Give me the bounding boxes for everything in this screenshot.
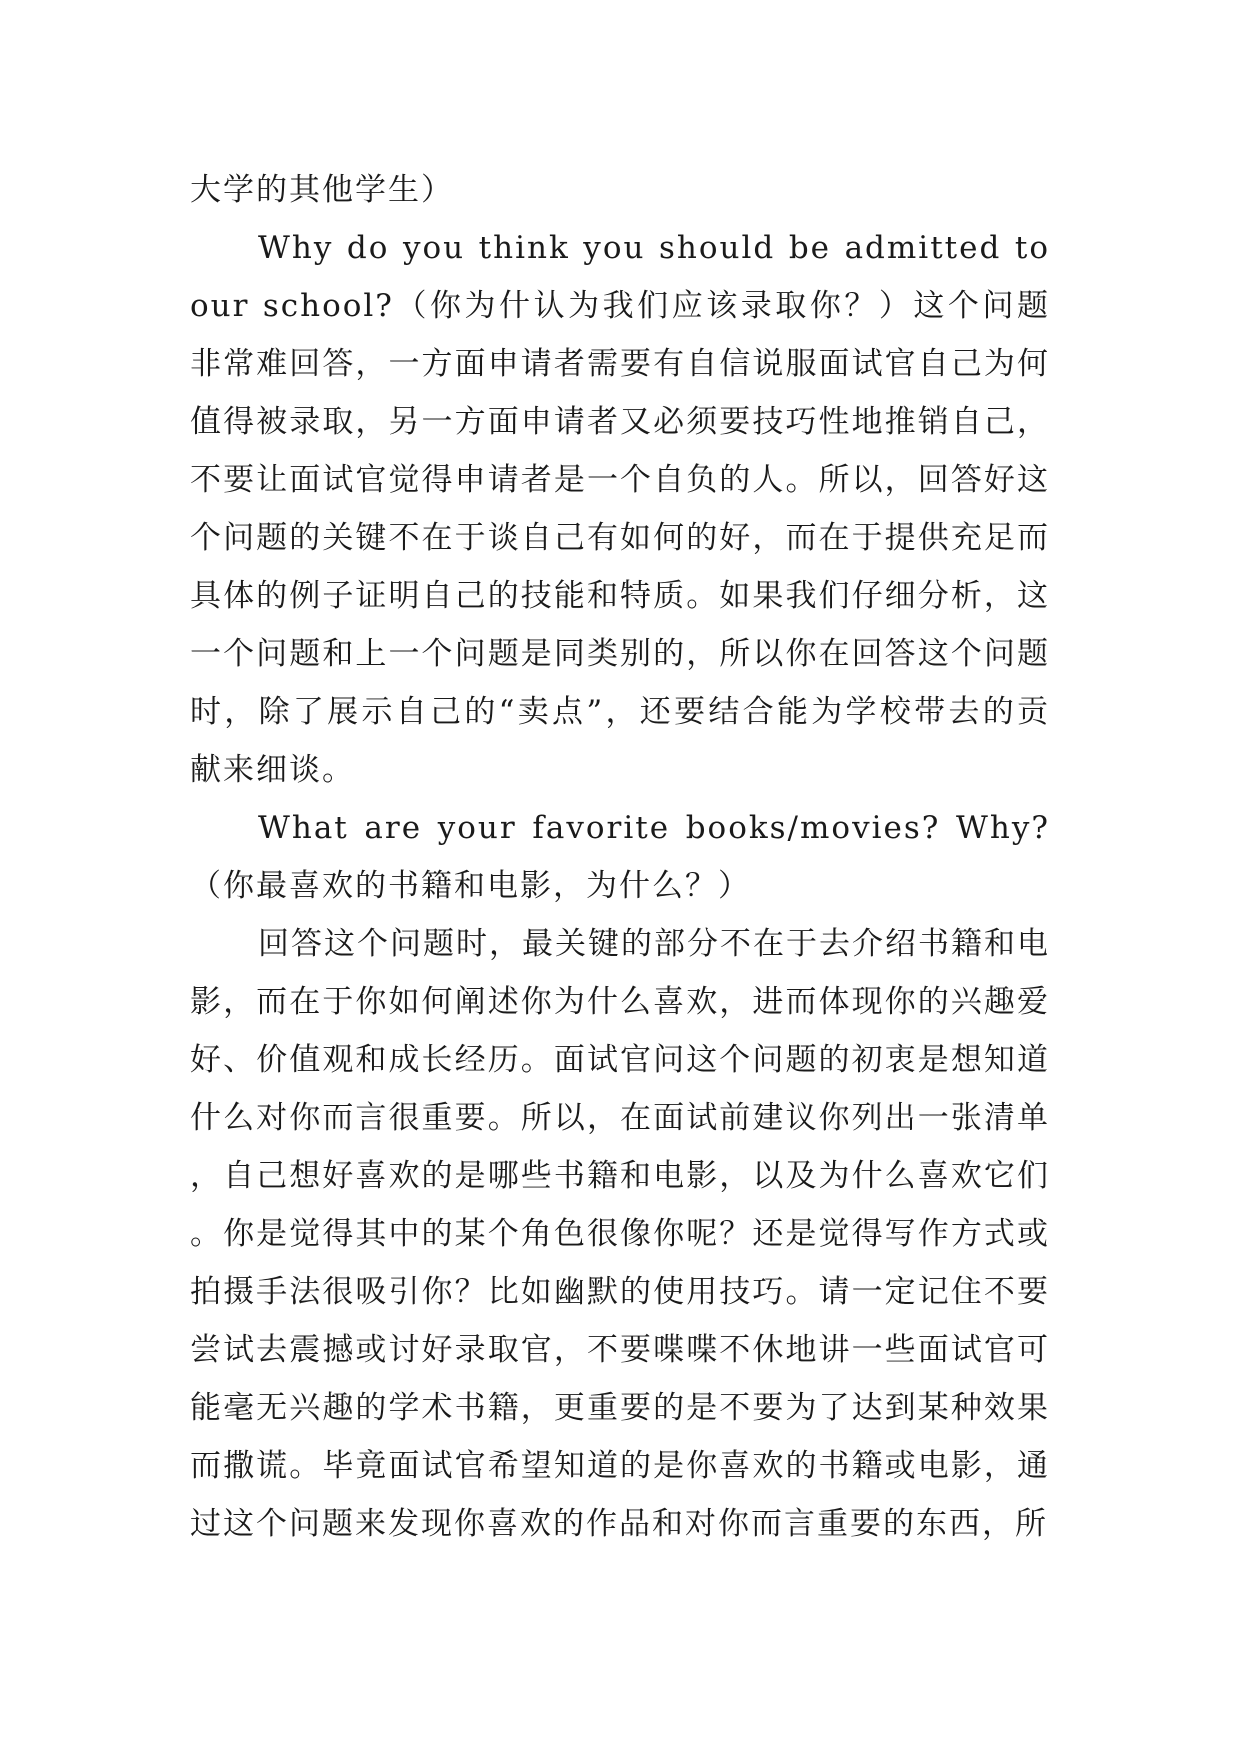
paragraph-favorite-books-question: What are your favorite books/movies? Why?（你最喜欢的书籍和电影，为什么？） bbox=[190, 810, 1050, 904]
paragraph-admission-question: Why do you think you should be admitted to our school?（你为什认为我们应该录取你？）这个问题非常难回答，一方面申请者需要有自信说服面试官自己为何值得被录取，另一方面申请者又必须要技巧性地推销自己，不要让面试官觉得申请者是一个自负的人。所以，回答好这个问题的关键不在于谈自己有如何的好，而在于提供充足而具体的例子证明自己的技能和特质。如果我们仔细分析，这一个问题和上一个问题是同类别的，所以你在回答这个问题时，除了展示自己的“卖点”，还要结合能为学校带去的贡献来细谈。 bbox=[190, 230, 1050, 788]
document-body bbox=[190, 161, 1050, 1553]
paragraph-continuation: 大学的其他学生） bbox=[190, 172, 454, 208]
paragraph-favorite-books-answer: 回答这个问题时，最关键的部分不在于去介绍书籍和电影，而在于你如何阐述你为什么喜欢，进而体现你的兴趣爱好、价值观和成长经历。面试官问这个问题的初衷是想知道什么对你而言很重要。所以，在面试前建议你列出一张清单，自己想好喜欢的是哪些书籍和电影，以及为什么喜欢它们。你是觉得其中的某个角色很像你呢？还是觉得写作方式或拍摄手法很吸引你？比如幽默的使用技巧。请一定记住不要尝试去震撼或讨好录取官，不要喋喋不休地讲一些面试官可能毫无兴趣的学术书籍，更重要的是不要为了达到某种效果而撒谎。毕竟面试官希望知道的是你喜欢的书籍或电影，通过这个问题来发现你喜欢的作品和对你而言重要的东西，所 bbox=[190, 926, 1050, 1542]
